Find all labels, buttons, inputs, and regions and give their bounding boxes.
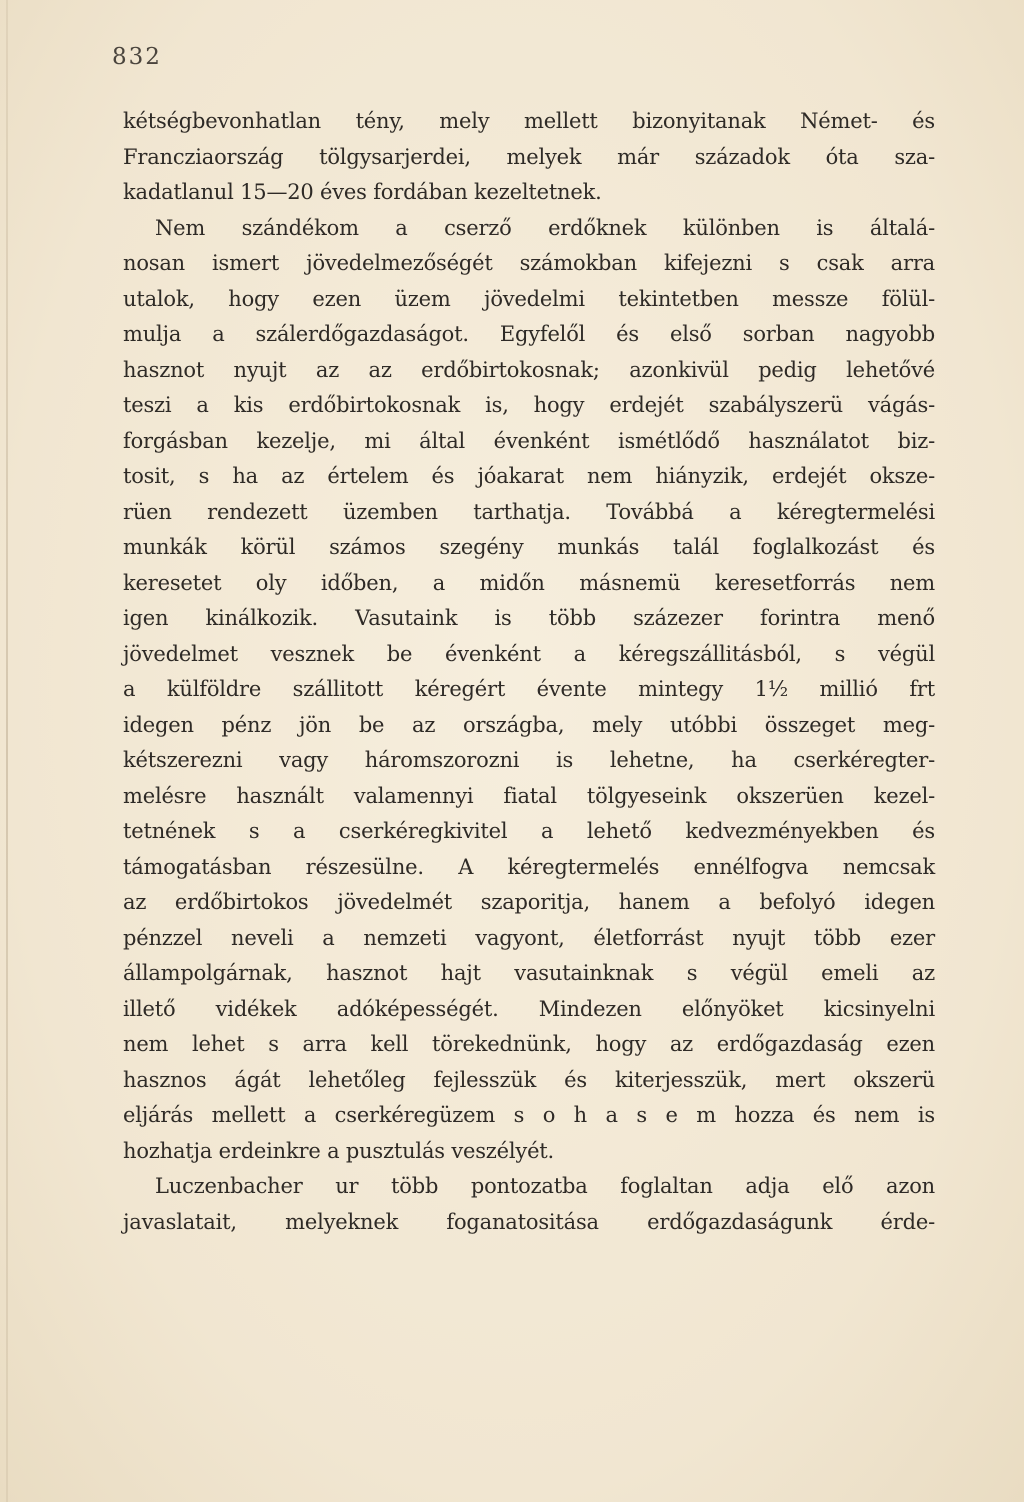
text-line: eljárás mellett a cserkéregüzem s o h a s e m hozza és nem is [123, 1103, 935, 1127]
text-line: idegen pénz jön be az országba, mely utóbbi összeget meg- [123, 712, 935, 737]
text-line: hozhatja erdeinkre a pusztulás veszélyét. [123, 1138, 555, 1163]
text-line: Francziaország tölgysarjerdei, melyek már századok óta sza- [123, 144, 935, 169]
text-line: kadatlanul 15—20 éves fordában kezeltetnek. [123, 180, 602, 204]
text-line: keresetet oly időben, a midőn másnemü keresetforrás nem [123, 570, 935, 595]
text-line: állampolgárnak, hasznot hajt vasutainknak s végül emeli az [123, 961, 935, 985]
text-line: utalok, hogy ezen üzem jövedelmi tekintetben messze fölül- [123, 286, 935, 311]
text-line: Luczenbacher ur több pontozatba foglaltan adja elő azon [155, 1174, 935, 1198]
text-line: az erdőbirtokos jövedelmét szaporitja, hanem a befolyó idegen [123, 890, 935, 914]
text-line: nem lehet s arra kell törekednünk, hogy az erdőgazdaság ezen [123, 1032, 935, 1056]
text-line: nosan ismert jövedelmezőségét számokban kifejezni s csak arra [123, 251, 935, 275]
text-line: melésre használt valamennyi fiatal tölgyeseink okszerüen kezel- [123, 783, 935, 808]
text-line: igen kinálkozik. Vasutaink is több százezer forintra menő [123, 606, 935, 630]
binding-edge [6, 0, 8, 1502]
text-line: forgásban kezelje, mi által évenként ismétlődő használatot biz- [123, 428, 935, 453]
text-line: munkák körül számos szegény munkás talál foglalkozást és [123, 535, 935, 559]
text-line: Nem szándékom a cserző erdőknek különben is általá- [155, 215, 935, 240]
text-line: jövedelmet vesznek be évenként a kéregszállitásból, s végül [123, 641, 935, 666]
text-line: illető vidékek adóképességét. Mindezen előnyöket kicsinyelni [123, 996, 935, 1021]
text-line: hasznot nyujt az az erdőbirtokosnak; azonkivül pedig lehetővé [123, 357, 935, 382]
text-line: kétségbevonhatlan tény, mely mellett bizonyitanak Német- és [123, 109, 935, 133]
text-line: javaslatait, melyeknek foganatositása erdőgazdaságunk érde- [123, 1209, 935, 1234]
text-line: tetnének s a cserkéregkivitel a lehető kedvezményekben és [123, 819, 935, 843]
text-line: pénzzel neveli a nemzeti vagyont, életforrást nyujt több ezer [123, 925, 935, 950]
text-line: a külföldre szállitott kéregért évente mintegy 1½ millió frt [123, 677, 935, 701]
text-line: rüen rendezett üzemben tarthatja. Továbbá a kéregtermelési [123, 499, 935, 524]
text-line: támogatásban részesülne. A kéregtermelés ennélfogva nemcsak [123, 854, 935, 879]
page-number: 832 [112, 44, 162, 70]
text-line: tosit, s ha az értelem és jóakarat nem hiányzik, erdejét oksze- [123, 464, 935, 488]
text-line: mulja a szálerdőgazdaságot. Egyfelől és első sorban nagyobb [123, 322, 935, 346]
text-line: teszi a kis erdőbirtokosnak is, hogy erdejét szabályszerü vágás- [123, 393, 935, 417]
text-line: hasznos ágát lehetőleg fejlesszük és kiterjesszük, mert okszerü [123, 1067, 935, 1092]
text-line: kétszerezni vagy háromszorozni is lehetne, ha cserkéregter- [123, 748, 935, 772]
body-text [123, 104, 935, 1240]
